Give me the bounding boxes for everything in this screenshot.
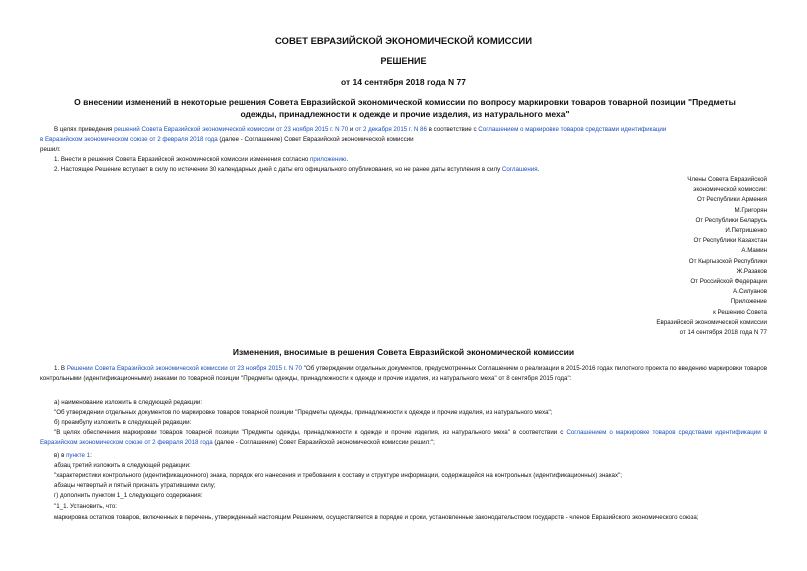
annex-g1: "1_1. Установить, что:	[54, 503, 118, 510]
preamble-decided: решил:	[40, 146, 61, 153]
link-decision-70[interactable]: решений Совета Евразийской экономической комиссии от 23 ноября 2015 г. N 70	[114, 126, 349, 133]
doc-title: О внесении изменений в некоторые решения Совета Евразийской экономической комиссии по вопросу маркировки товаров товарной позиции "Предметы одежды, принадлежности к одежде и прочие изделия, из натурального меха"	[74, 97, 736, 119]
signature-line: От Российской Федерации	[690, 278, 767, 286]
link-agreement[interactable]: Соглашением о маркировке товаров средствами идентификации	[478, 126, 667, 133]
signature-line: А.Мамин	[741, 247, 767, 255]
item-1: 1. Внести в решения Совета Евразийской экономической комиссии изменения согласно приложению.	[54, 156, 349, 163]
signature-line: А.Силуанов	[733, 288, 767, 296]
signature-block	[547, 175, 767, 338]
org-heading: СОВЕТ ЕВРАЗИЙСКОЙ ЭКОНОМИЧЕСКОЙ КОМИССИИ	[274, 36, 533, 47]
signature-line: От Республики Армения	[697, 196, 767, 204]
signature-line: от 14 сентября 2018 года N 77	[679, 329, 767, 337]
preamble-line-1: В целях приведения решений Совета Евразийской экономической комиссии от 23 ноября 2015 г. N 70 и от 2 декабря 2015 г. N 86 в соответствие с Соглашением о маркировке товаров средствами идентификации	[54, 126, 667, 133]
annex-title: Изменения, вносимые в решения Совета Евразийской экономической комиссии	[232, 347, 575, 357]
signature-line: Члены Совета Евразийской	[687, 176, 767, 183]
link-annex[interactable]: приложению	[310, 156, 347, 163]
signature-line: От Республики Беларусь	[695, 216, 767, 224]
signature-line: Ж.Разаков	[736, 267, 767, 275]
signature-line: Приложение	[730, 298, 767, 306]
annex-g2: маркировка остатков товаров, включенных в перечень, утвержденный настоящим Решением, осуществляется в порядке и сроки, установленные законодательством государств - членов Евразийского экономического союза;	[54, 514, 699, 521]
link-agreement-cont[interactable]: в Евразийском экономическом союзе от 2 февраля 2018 года	[40, 136, 218, 143]
annex-g: г) дополнить пунктом 1_1 следующего содержания:	[54, 492, 203, 499]
signature-line: От Кыргызской Республики	[688, 257, 767, 265]
signature-line: к Решению Совета	[713, 308, 767, 316]
annex-v1: абзац третий изложить в следующей редакции:	[54, 462, 191, 469]
annex-p1: 1. В Решении Совета Евразийской экономической комиссии от 23 ноября 2015 г. N 70 "Об утверждении отдельных документов, предусмотренных Соглашением о реализации в 2015-2016 годах пилотного проекта по введению маркировки товаров контрольными (идентификационными) знаками по товарной позиции "Предметы одежды, принадлежности к одежде и прочие изделия, из натурального меха" от 8 сентября 2015 года":	[40, 365, 767, 382]
annex-a: а) наименование изложить в следующей редакции:	[54, 399, 203, 406]
signature-line: И.Петришенко	[725, 227, 767, 235]
preamble-line-2: в Евразийском экономическом союзе от 2 февраля 2018 года (далее - Соглашение) Совет Евразийской экономической комиссии	[40, 136, 414, 143]
link-agreement-2[interactable]: Соглашения	[501, 166, 538, 173]
doc-type-heading: РЕШЕНИЕ	[380, 56, 427, 66]
signature-line: экономической комиссии:	[693, 186, 767, 194]
annex-b: б) преамбулу изложить в следующей редакции:	[54, 419, 192, 426]
link-decision-86[interactable]: от 2 декабря 2015 г. N 86	[355, 126, 427, 133]
link-annex-decision-70[interactable]: Решении Совета Евразийской экономической комиссии от 23 ноября 2015 г. N 70	[66, 365, 302, 372]
annex-v2: абзацы четвертый и пятый признать утратившими силу;	[54, 482, 216, 489]
doc-date-heading: от 14 сентября 2018 года N 77	[341, 77, 466, 87]
link-point-1[interactable]: пункте 1	[66, 452, 91, 459]
annex-v: в) в пункте 1:	[54, 452, 92, 459]
signature-line: М.Григорян	[734, 206, 767, 214]
item-2: 2. Настоящее Решение вступает в силу по истечении 30 календарных дней с даты его официального опубликования, но не ранее даты вступления в силу Соглашения.	[54, 166, 540, 173]
annex-b-text: "В целях обеспечения маркировки товаров товарной позиции "Предметы одежды, принадлежности к одежде и прочие изделия, из натурального меха" в соответствии с Соглашением о маркировке товаров средствами идентификации в Евразийском экономическом союзе от 2 февраля 2018 года (далее - Соглашение) Совет Евразийской экономической комиссии решил:";	[40, 429, 767, 446]
link-annex-agreement[interactable]: Соглашением о маркировке товаров средствами идентификации в Евразийском экономическом союзе от 2 февраля 2018 года	[40, 429, 767, 446]
annex-a-text: "Об утверждении отдельных документов по маркировке товаров товарной позиции "Предметы одежды, принадлежности к одежде и прочие изделия, из натурального меха";	[54, 409, 553, 416]
annex-v1-text: "характеристики контрольного (идентификационного) знака, порядок его нанесения и требования к составу и структуре информации, содержащейся на контрольных (идентификационных) знаках";	[54, 472, 623, 479]
signature-line: Евразийской экономической комиссии	[656, 318, 767, 326]
signature-line: От Республики Казахстан	[693, 237, 767, 245]
